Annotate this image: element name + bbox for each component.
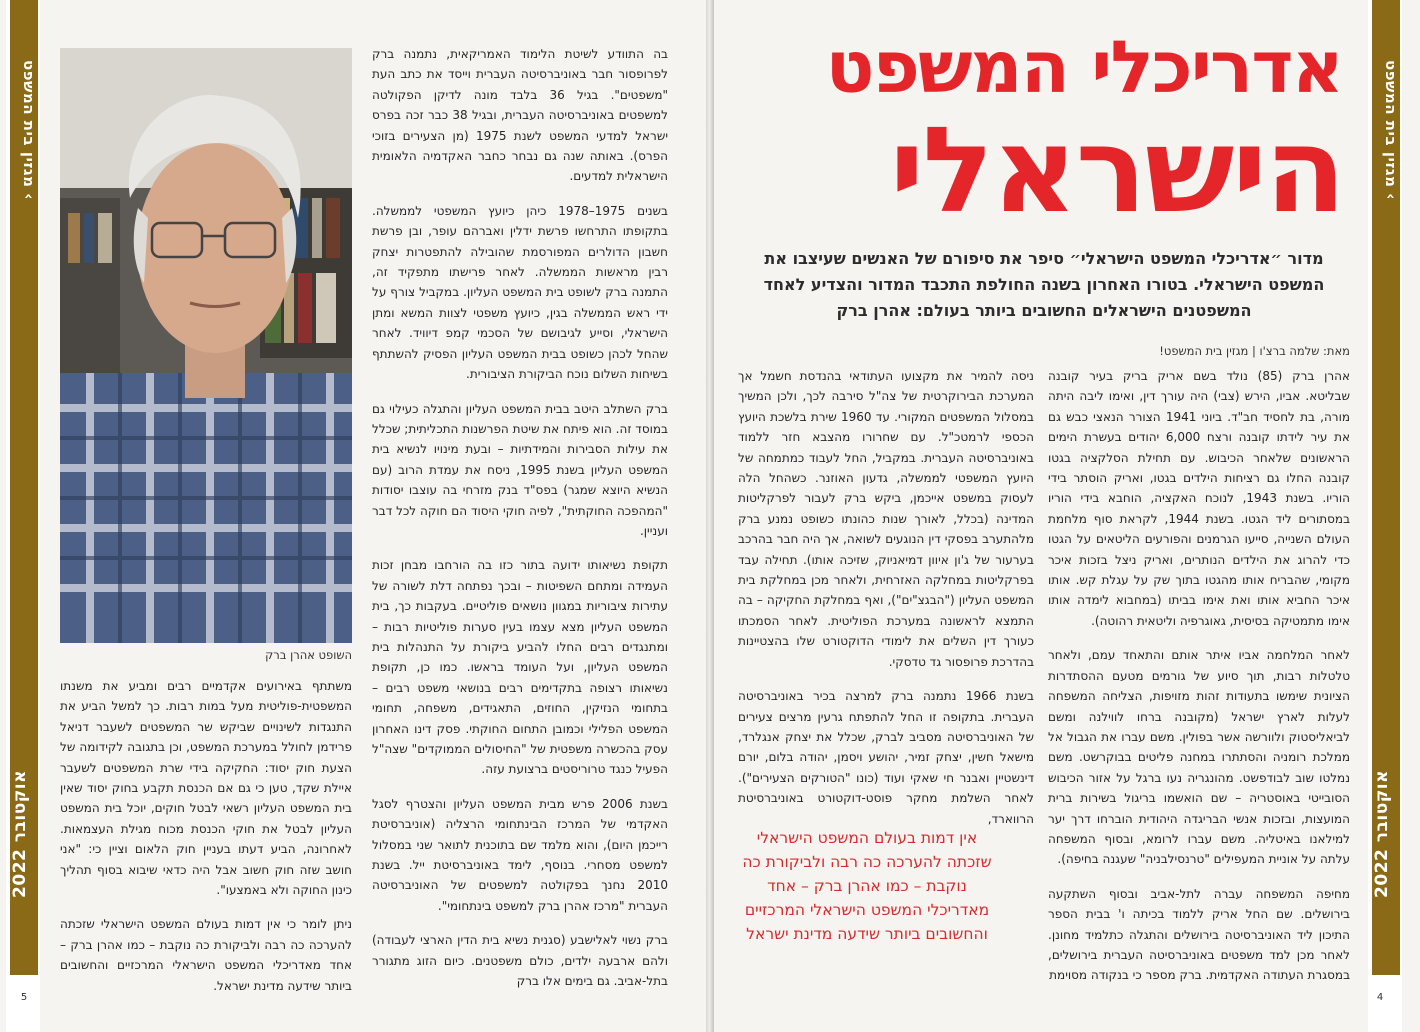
article-title-line1: אדריכלי המשפט — [825, 25, 1342, 109]
paragraph: בשנת 2006 פרש מבית המשפט העליון והצטרף לסגל האקדמי של המרכז הבינתחומי הרצליה (אוניברסיטת רייכמן היום), והוא מלמד שם בתוכנית לתואר שני במסלול למשפט מסחרי. בנוסף, לימד באוניברסיטת ייל. בשנת 2010 נחנך בפקולטה למשפטים של האוניברסיטה העברית "מרכז אהרן ברק למשפט בינתחומי". — [372, 796, 668, 913]
article-lede: מדור ״אדריכלי המשפט הישראלי״ סיפר את סיפורם של האנשים שעיצבו את המשפט הישראלי. בטורו האחרון בשנה החולפת התכבד המדור והצדיע לאחד המשפטנים הישראלים החשובים ביותר בעולם: אהרן ברק — [763, 249, 1325, 320]
left-magazine-label: מגזין בית המשפט ‹ — [20, 60, 38, 200]
paragraph: מחיפה המשפחה עברה לתל-אביב ובסוף השתקעה בירושלים. שם החל אריק ללמוד בכיתה ו' בבית הספר התיכון ליד האוניברסיטה בירושלים והתגלה כתלמיד מחונן. לאחר מכן למד משפטים באוניברסיטה העברית בירושלים, במסגרת העתודה האקדמית. ברק מספר כי בנקודה מסוימת — [1048, 886, 1350, 983]
left-sidebar-bar — [10, 0, 38, 975]
portrait-illustration — [60, 48, 352, 643]
right-page-number: 4 — [1376, 992, 1384, 1003]
article-column-2 — [738, 366, 1034, 826]
article-column-3 — [372, 44, 668, 1004]
paragraph: ברק נשוי לאלישבע (סגנית נשיא בית הדין הארצי לעבודה) ולהם ארבעה ילדים, כולם משפטנים. כיום הזוג מתגורר בתל-אביב. גם בימים אלו ברק — [372, 933, 668, 989]
pull-quote: אין דמות בעולם המשפט הישראלי שזכתה להערכה כה רבה ולביקורת כה נוקבת – כמו אהרן ברק – אחד מאדריכלי המשפט הישראלי המרכזיים והחשובים ביותר שידעה מדינת ישראל — [742, 829, 992, 943]
article-title-line2: הישראלי — [889, 101, 1344, 239]
left-sidebar — [6, 0, 40, 1032]
left-date-label: אוקטובר 2022 — [10, 770, 30, 898]
paragraph: בשנת 1966 נתמנה ברק למרצה בכיר באוניברסיטה העברית. בתקופה זו החל להתפתח גרעין מרצים צעירים של האוניברסיטה מסביב לברק, שכלל את יצחק אנגלרד, מישאל חשין, יצחק זמיר, יהושע ויסמן, יהודה בלום, יורם דינשטיין ואבנר חי שאקי ועוד (כונו "הטורקים הצעירים"). לאחר השלמת מחקר פוסט-דוקטורט באוניברסיטת הרווארד, — [738, 689, 1034, 826]
photo-caption: השופט אהרן ברק — [265, 648, 352, 662]
article-byline: מאת: שלמה ברצ'ו | מגזין בית המשפט! — [1159, 344, 1350, 358]
paragraph: ניסה להמיר את מקצועו העתודאי בהנדסת חשמל אך המערכת הבירוקרטית של צה"ל סירבה לכך, ולכן המשיך במסלול המשפטים המקורי. עד 1960 שירת בלשכת היועץ הכספי לרמטכ"ל. עם שחרורו מהצבא חזר ללמוד באוניברסיטה העברית. במקביל, החל לעבוד כמתמחה של היועץ המשפטי לממשלה, גדעון האוזנר. כשהחל הלה לעסוק במשפט אייכמן, ביקש ברק לעבור לפרקליטות המדינה (בכלל, לאורך שנות כהונתו כשופט נמנע ברק מלהתערב בפסקי דין הנוגעים לשואה, אך היה חבר בהרכב בערעור של ג'ון איוון דמיאניוק, שזיכה אותו). תחילה עבד בפרקליטות במחלקה האזרחית, ולאחר מכן במחלקת בית המשפט העליון ("הבגצ"ים"), ואף במחלקת החקיקה – בה התמצא לראשונה במערכת הפוליטית. לאחר הסמכתו כעורך דין השלים את לימודי הדוקטורט שלו בהצטיינות בהדרכת פרופסור גד טדסקי. — [738, 369, 1034, 669]
right-magazine-label: מגזין בית המשפט ‹ — [1382, 60, 1400, 200]
paragraph: משתתף באירועים אקדמיים רבים ומביע את משנתו המשפטית-פוליטית מעל במות רבות. כך למשל הביע את התנגדות לשינויים שביקש שר המשפטים לשעבר דניאל פרידמן לחולל במערכת המשפט, וכן בתגובה לקידומה של הצעת חוק יסוד: החקיקה בידי שרת המשפטים לשעבר איילת שקד, טען כי גם אם הכנסת תקבע בחוק יסוד שאין בית המשפט העליון רשאי לבטל חוקים, יוכל בית המשפט העליון לבטל את חוקי הכנסת מכוח מגילת העצמאות. לאחרונה, הביע דעתו בעניין חוק הלאום וציין כי: "אני חושב שזה חוק חשוב אבל היה כדאי שיבוא בסוף תהליך כינון החוקה ולא באמצעו". — [60, 679, 352, 898]
paragraph: בשנים 1975–1978 כיהן כיועץ המשפטי לממשלה. בתקופתו התרחשו פרשת ידלין ואברהם עופר, ובן פרשת חשבון הדולרים המפורסמת שהובילה להתפטרות יצחק רבין מראשות הממשלה. לאחר פרישתו מתפקיד זה, התמנה ברק לשופט בית המשפט העליון. במקביל צורף על ידי ראש הממשלה בגין, כיועץ משפטי לצוות המשא ומתן הישראלי, וסייע לגיבושם של הסכמי קמפ דיוויד. לאחר שהחל לכהן כשופט בבית המשפט העליון הפסיק להשתתף בשיחות השלום נוכח הביקורת הציבורית. — [372, 203, 668, 382]
paragraph: ברק השתלב היטב בבית המשפט העליון והתגלה כעילוי גם במוסד זה. הוא פיתח את שיטת הפרשנות התכליתית; שכלל את עילות הסבירות והמידתיות – ובעת מינויו לנשיא בית המשפט העליון בשנת 1995, ניסח את עמדת הרוב (עם הנשיא היוצא שמגר) בפס"ד בנק מזרחי בה עוצבו יסודות "המהפכה החוקתית", לפיה חוקי היסוד הם חוקה לכל דבר ועניין. — [372, 401, 668, 538]
page-spine — [706, 0, 714, 1032]
article-column-1 — [1048, 366, 1350, 1006]
judge-portrait-photo — [60, 48, 352, 643]
paragraph: בה התוודע לשיטת הלימוד האמריקאית, נתמנה ברק לפרופסור חבר באוניברסיטה העברית וייסד את כתב העת "משפטים". בגיל 36 בלבד מונה לדיקן הפקולטה למשפטים באוניברסיטה העברית, ובגיל 38 כבר זכה בפרס ישראל למדעי המשפט לשנת 1975 (מן הצעירים בזוכי הפרס). באותה שנה גם נבחר כחבר האקדמיה הלאומית הישראלית למדעים. — [372, 47, 669, 184]
right-sidebar — [1368, 0, 1402, 1032]
right-date-label: אוקטובר 2022 — [1372, 770, 1392, 898]
paragraph: תקופת נשיאותו ידועה בתור כזו בה הורחבו מבחן זכות העמידה ומתחם השפיטות – ובכך נפתחה דלת לשורה של עתירות ציבוריות במגוון נושאים פוליטיים. בעקבות כך, בית המשפט העליון מצא עצמו בעין סערות פוליטיות רבות – ומתנגדים רבים החלו להביע ביקורת על התנהלות בית המשפט העליון, ועל העומד בראשו. כמו כן, תקופת נשיאותו רצופה בתקדימים רבים בנושאי משפט רבים – בתחומי הנזיקין, החוזים, התאגידים, משפחה, תחומי המשפט הפלילי וכמובן התחום החוקתי. פסק דינו האחרון עסק בהכשרה משפטית של "החיסולים הממוקדים" שצה"ל הפעיל כנגד טרוריסטים ברצועת עזה. — [372, 558, 668, 777]
left-page-number: 5 — [20, 992, 28, 1003]
paragraph: לאחר המלחמה אביו איתר אותם והתאחד עמם, ולאחר טלטלות רבות, תוך סיוע של גורמים מטעם ההסתדרות הציונית שימשו בתעודות זהות מזויפות, הצליחה המשפחה לעלות לארץ ישראל (מקובנה ברחו לווילנה ומשם לביאליסטוק ולוורשה אשר בפולין. משם עברו את הגבול אל ממלכת רומניה והסתתרו במחנה פליטים בבוקרשט. משם נמלטו שוב לבודפשט. מהונגריה נעו ברגל על אזור הכיבוש הסובייטי באוסטריה – שם הואשמו בריגול בשירות ברית המועצות, ובזכות אנשי הבריגדה היהודית הוברחו דרך יער למילאנו באיטליה. משם עברו לרומא, ובסוף המשפחה עלתה על אוניית המעפילים "טרנסילבניה" שעגנה בחיפה). — [1048, 648, 1350, 867]
paragraph: ניתן לומר כי אין דמות בעולם המשפט הישראלי שזכתה להערכה כה רבה ולביקורת כה נוקבת – כמו אהרן ברק – אחד מאדריכלי המשפט הישראלי המרכזיים והחשובים ביותר שידעה מדינת ישראל. — [60, 917, 352, 993]
article-column-4 — [60, 676, 352, 1006]
paragraph: אהרן ברק (85) נולד בשם אריק בריק בעיר קובנה שבליטא. אביו, הירש (צבי) היה עורך דין, ואימו ליבה היתה מורה, בת לחסיד חב"ד. ביוני 1941 הצורר הנאצי כבש גם את עיר לידתו קובנה ורצח 6,000 יהודים בעשרת הימים הראשונים שלאחר הכיבוש. עם תחילת הסלקציה בגטו קובנה החלו גם רציחות הילדים בגטו, ואריק הוסתר בידי הוריו. בשנת 1943, לנוכח האקציה, הוחבא בידי הוריו במסתורים ליד הגטו. בשנת 1944, לקראת סוף מלחמת העולם השנייה, סייעו הגרמנים והפורעים הליטאים על הגטו כדי להרוג את הילדים הנותרים, ואריק ניצל בזכות איכר מקומי, שהבריח אותו מהגטו בתוך שק על עגלת קש. אותו איכר החביא אותו ואת אימו בביתו (במחבוא לימדה אותו אימו מתמטיקה בסיסית, גאוגרפיה וליטאית רהוטה). — [1048, 369, 1351, 628]
right-sidebar-bar — [1372, 0, 1400, 975]
